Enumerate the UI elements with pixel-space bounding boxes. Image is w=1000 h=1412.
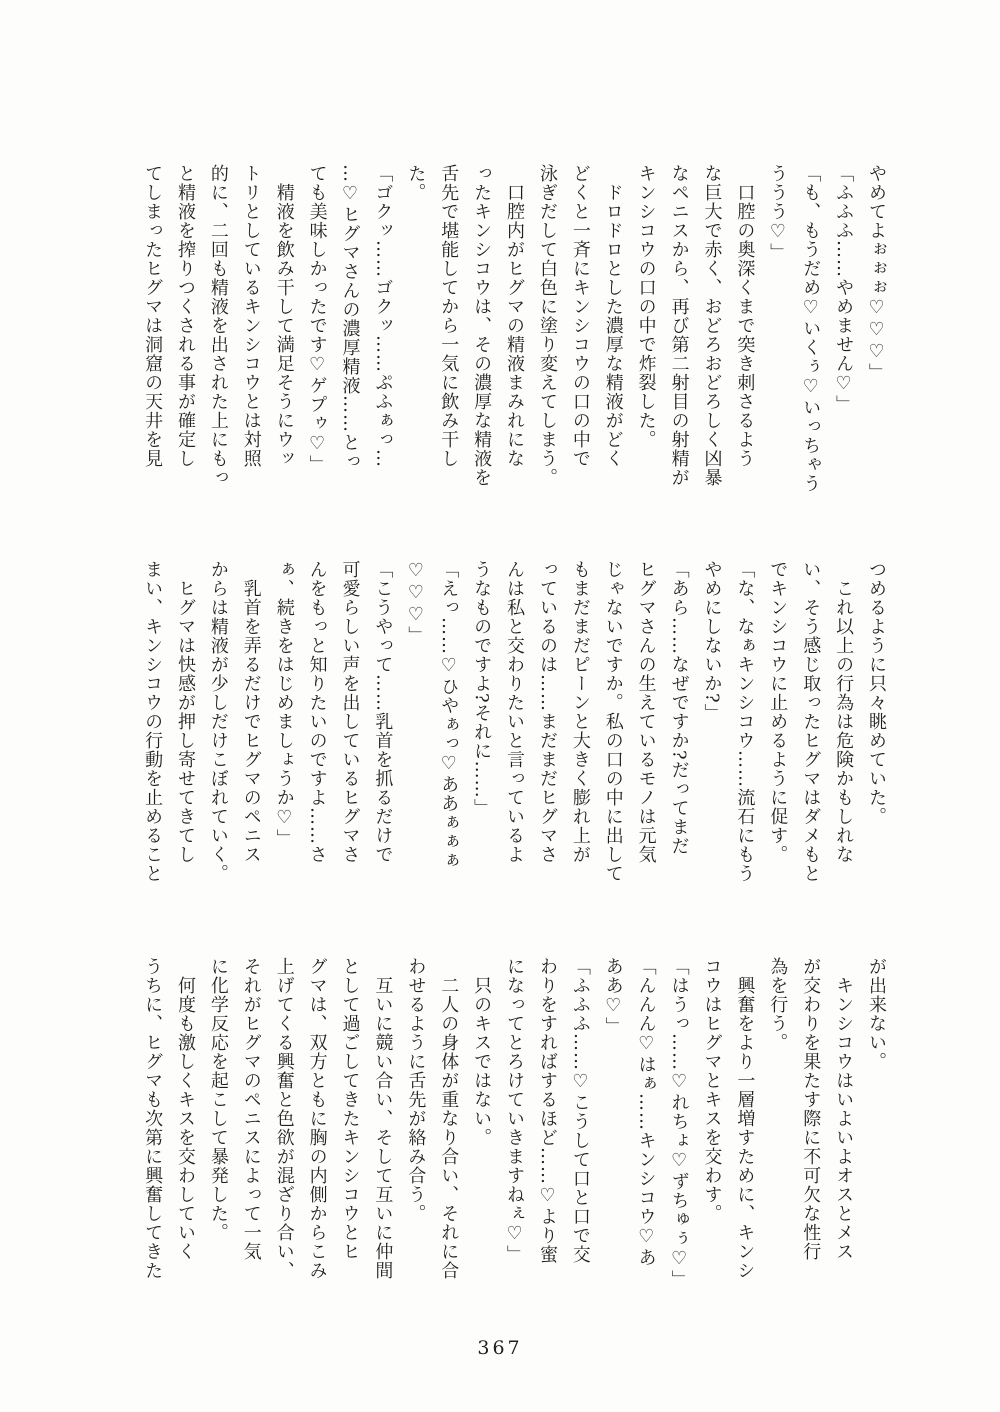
page-number: 367 <box>477 1337 523 1359</box>
text-column: ったキンシコウは、その濃厚な精液を <box>471 164 493 487</box>
text-column: 泳ぎだして白色に塗り変えてしまう。 <box>536 164 558 487</box>
text-column: からは精液が少しだけこぼれていく。 <box>207 560 229 883</box>
text-column: これ以上の行為は危険かもしれな <box>833 579 855 864</box>
text-column: 「も、もうだめ♡いくぅ♡いっちゃう <box>800 164 822 493</box>
text-column: 上げてくる興奮と色欲が混ざり合い、 <box>273 957 295 1280</box>
text-column: でキンシコウに止めるように促す。 <box>767 560 789 864</box>
text-column: 「えっ……♡ひやぁっ♡ああぁぁぁ <box>438 560 460 870</box>
text-column: 口腔内がヒグマの精液まみれにな <box>504 183 526 468</box>
text-column: 口腔の奥深くまで突き刺さるよう <box>734 183 756 468</box>
text-column: キンシコウの口の中で炸裂した。 <box>635 164 657 449</box>
text-column: 互いに競い合い、そして互いに仲間 <box>372 976 394 1280</box>
text-column: た。 <box>405 164 427 202</box>
text-column: い、そう感じ取ったヒグマはダメもと <box>800 560 822 883</box>
text-column: 為を行う。 <box>767 957 789 1052</box>
text-column: 「あら……なぜですか?だってまだ <box>668 560 690 856</box>
text-column: 「ゴクッ……ゴクッ……ぷふぁっ… <box>372 164 394 468</box>
text-column: が交わりを果たす際に不可欠な性行 <box>800 957 822 1261</box>
text-column: つめるように只々眺めていた。 <box>866 560 887 826</box>
text-column: 「んんん♡はぁ……キンシコウ♡あ <box>635 957 657 1267</box>
text-column: 「ふふふ……やめません♡」 <box>833 164 855 414</box>
text-column: やめてよぉぉぉ♡♡♡」 <box>866 164 887 382</box>
text-column: じゃないですか。私の口の中に出して <box>602 560 624 883</box>
text-column: ヒグマさんの生えているモノは元気 <box>635 560 657 864</box>
text-column: やめにしないか?」 <box>701 560 723 723</box>
text-column: っているのは……まだまだヒグマさ <box>536 560 558 864</box>
text-column: 「な、なぁキンシコウ……流石にもう <box>734 560 756 883</box>
text-column: な巨大で赤く、おどろおどろしく凶暴 <box>701 164 723 487</box>
text-column: んをもっと知りたいのですよ……さ <box>306 560 328 864</box>
text-column: ても美味しかったです♡ゲプゥ♡」 <box>306 164 328 474</box>
text-column: なペニスから、再び第二射目の射精が <box>668 164 690 487</box>
text-column: んは私と交わりたいと言っているよ <box>504 560 526 864</box>
text-band-bottom <box>135 957 892 1289</box>
text-column: わりをすればするほど……♡より蜜 <box>536 957 558 1264</box>
text-column: 舌先で堪能してから一気に飲み干し <box>438 164 460 468</box>
text-column: ぁ、続きをはじめましょうか♡」 <box>273 560 295 848</box>
text-column: てしまったヒグマは洞窟の天井を見 <box>142 164 164 468</box>
text-column: 的に、二回も精液を出された上にもっ <box>207 164 229 487</box>
text-column: コウはヒグマとキスを交わす。 <box>701 957 723 1223</box>
text-column: 二人の身体が重なり合い、それに合 <box>438 976 460 1280</box>
text-band-middle <box>135 560 892 892</box>
text-column: グマは、双方ともに胸の内側からこみ <box>306 957 328 1280</box>
text-column: トリとしているキンシコウとは対照 <box>240 164 262 468</box>
text-column: 可愛らしい声を出しているヒグマさ <box>339 560 361 864</box>
text-column: それがヒグマのペニスによって一気 <box>240 957 262 1261</box>
text-column: が出来ない。 <box>866 957 887 1071</box>
text-column: うなものですよ?それに……」 <box>471 560 493 818</box>
text-column: 乳首を弄るだけでヒグマのペニス <box>240 579 262 864</box>
text-column: 何度も激しくキスを交わしていく <box>174 976 196 1261</box>
text-column: ああ♡」 <box>602 957 624 1036</box>
text-column: 只のキスではない。 <box>471 976 493 1147</box>
text-column: もまだまだピーンと大きく膨れ上が <box>569 560 591 864</box>
text-column: に化学反応を起こして暴発した。 <box>207 957 229 1242</box>
text-column: キンシコウはいよいよオスとメス <box>833 976 855 1261</box>
text-column: として過ごしてきたキンシコウとヒ <box>339 957 361 1261</box>
text-column: まい、キンシコウの行動を止めること <box>142 560 164 883</box>
text-column: 「こうやって……乳首を抓るだけで <box>372 560 394 864</box>
text-column: うちに、ヒグマも次第に興奮してきた <box>142 957 164 1280</box>
text-column: 「はうっ……♡れちょ♡ずちゅぅ♡」 <box>668 957 690 1289</box>
text-column: と精液を搾りつくされる事が確定し <box>174 164 196 468</box>
text-column: わせるように舌先が絡み合う。 <box>405 957 427 1223</box>
text-column: ヒグマは快感が押し寄せてきてし <box>174 579 196 864</box>
text-column: になってとろけていきますねぇ♡」 <box>504 957 526 1264</box>
text-column: …♡ヒグマさんの濃厚精液……とっ <box>339 164 361 471</box>
text-column: ドロドロとした濃厚な精液がどく <box>602 183 624 468</box>
text-column: どくと一斉にキンシコウの口の中で <box>569 164 591 468</box>
text-column: 興奮をより一層増すために、キンシ <box>734 976 756 1280</box>
text-column: 精液を飲み干して満足そうにウッ <box>273 183 295 468</box>
text-column: 「ふふふ……♡こうして口と口で交 <box>569 957 591 1264</box>
text-band-top <box>135 164 892 496</box>
text-column: ♡♡♡」 <box>405 560 427 645</box>
text-column: ううう♡」 <box>767 164 789 262</box>
